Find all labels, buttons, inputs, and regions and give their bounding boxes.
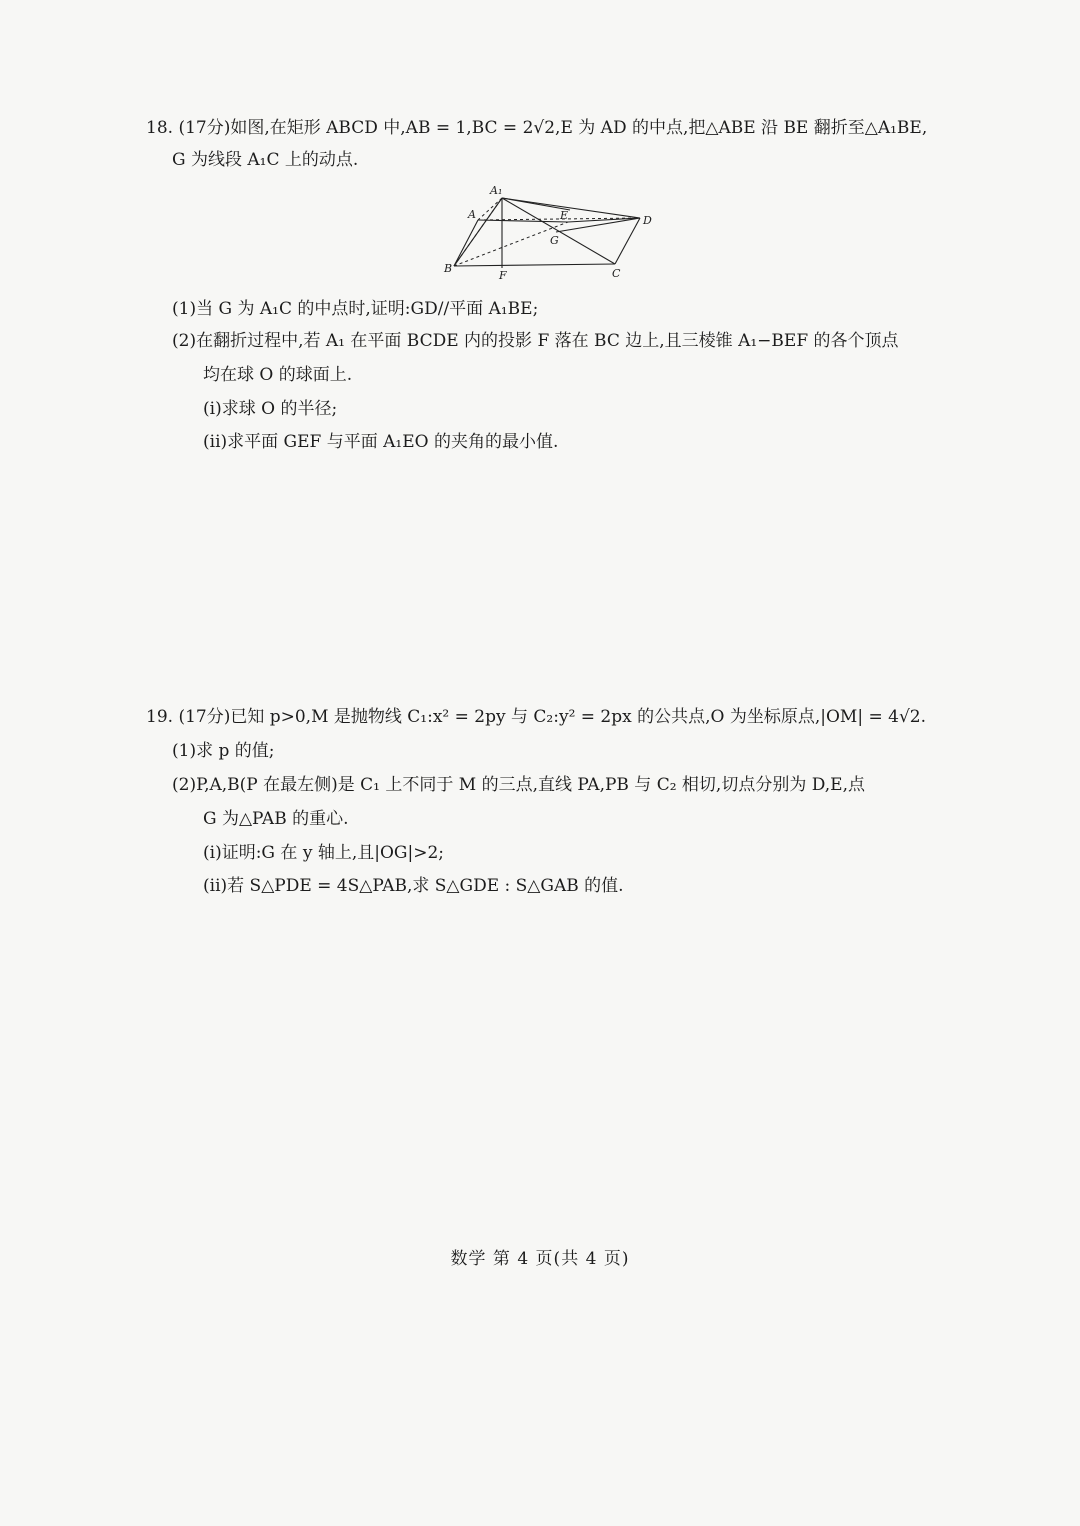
label-F: F: [499, 269, 507, 280]
q19-part2-line1: (2)P,A,B(P 在最左侧)是 C₁ 上不同于 M 的三点,直线 PA,PB 与 C₂ 相切,切点分别为 D,E,点: [172, 775, 865, 795]
label-B: B: [444, 262, 453, 275]
q18-part2-ii: (ii)求平面 GEF 与平面 A₁EO 的夹角的最小值.: [203, 432, 559, 452]
edge-B-A: [454, 220, 478, 266]
q18-part2-i: (i)求球 O 的半径;: [203, 399, 338, 419]
edge-D-C: [615, 218, 640, 264]
q18-stem-line1: 18. (17分)如图,在矩形 ABCD 中,AB = 1,BC = 2√2,E 为 AD 的中点,把△ABE 沿 BE 翻折至△A₁BE,: [146, 118, 928, 138]
edge-A1-A-dashed: [478, 198, 502, 220]
label-C: C: [612, 267, 621, 280]
q19-part2-line2: G 为△PAB 的重心.: [203, 809, 349, 829]
label-A: A: [468, 208, 476, 221]
label-G: G: [550, 234, 559, 247]
label-D: D: [643, 214, 652, 227]
q18-figure: [440, 180, 680, 280]
label-A1: A₁: [490, 184, 503, 197]
q19-part1: (1)求 p 的值;: [172, 741, 275, 761]
q19-stem: 19. (17分)已知 p>0,M 是抛物线 C₁:x² = 2py 与 C₂:y² = 2px 的公共点,O 为坐标原点,|OM| = 4√2.: [146, 707, 926, 727]
q18-part2-line2: 均在球 O 的球面上.: [203, 365, 353, 385]
q18-stem-line2: G 为线段 A₁C 上的动点.: [172, 150, 359, 170]
q19-part2-ii: (ii)若 S△PDE = 4S△PAB,求 S△GDE : S△GAB 的值.: [203, 876, 624, 896]
page-footer: 数学 第 4 页(共 4 页): [450, 1249, 630, 1269]
edge-A1-D: [502, 198, 640, 218]
q18-part1: (1)当 G 为 A₁C 的中点时,证明:GD//平面 A₁BE;: [172, 299, 539, 319]
q18-part2-line1: (2)在翻折过程中,若 A₁ 在平面 BCDE 内的投影 F 落在 BC 边上,且三棱锥 A₁−BEF 的各个顶点: [172, 331, 899, 351]
label-E: E: [560, 209, 569, 222]
q19-part2-i: (i)证明:G 在 y 轴上,且|OG|>2;: [203, 843, 444, 863]
edge-B-C: [454, 264, 615, 266]
